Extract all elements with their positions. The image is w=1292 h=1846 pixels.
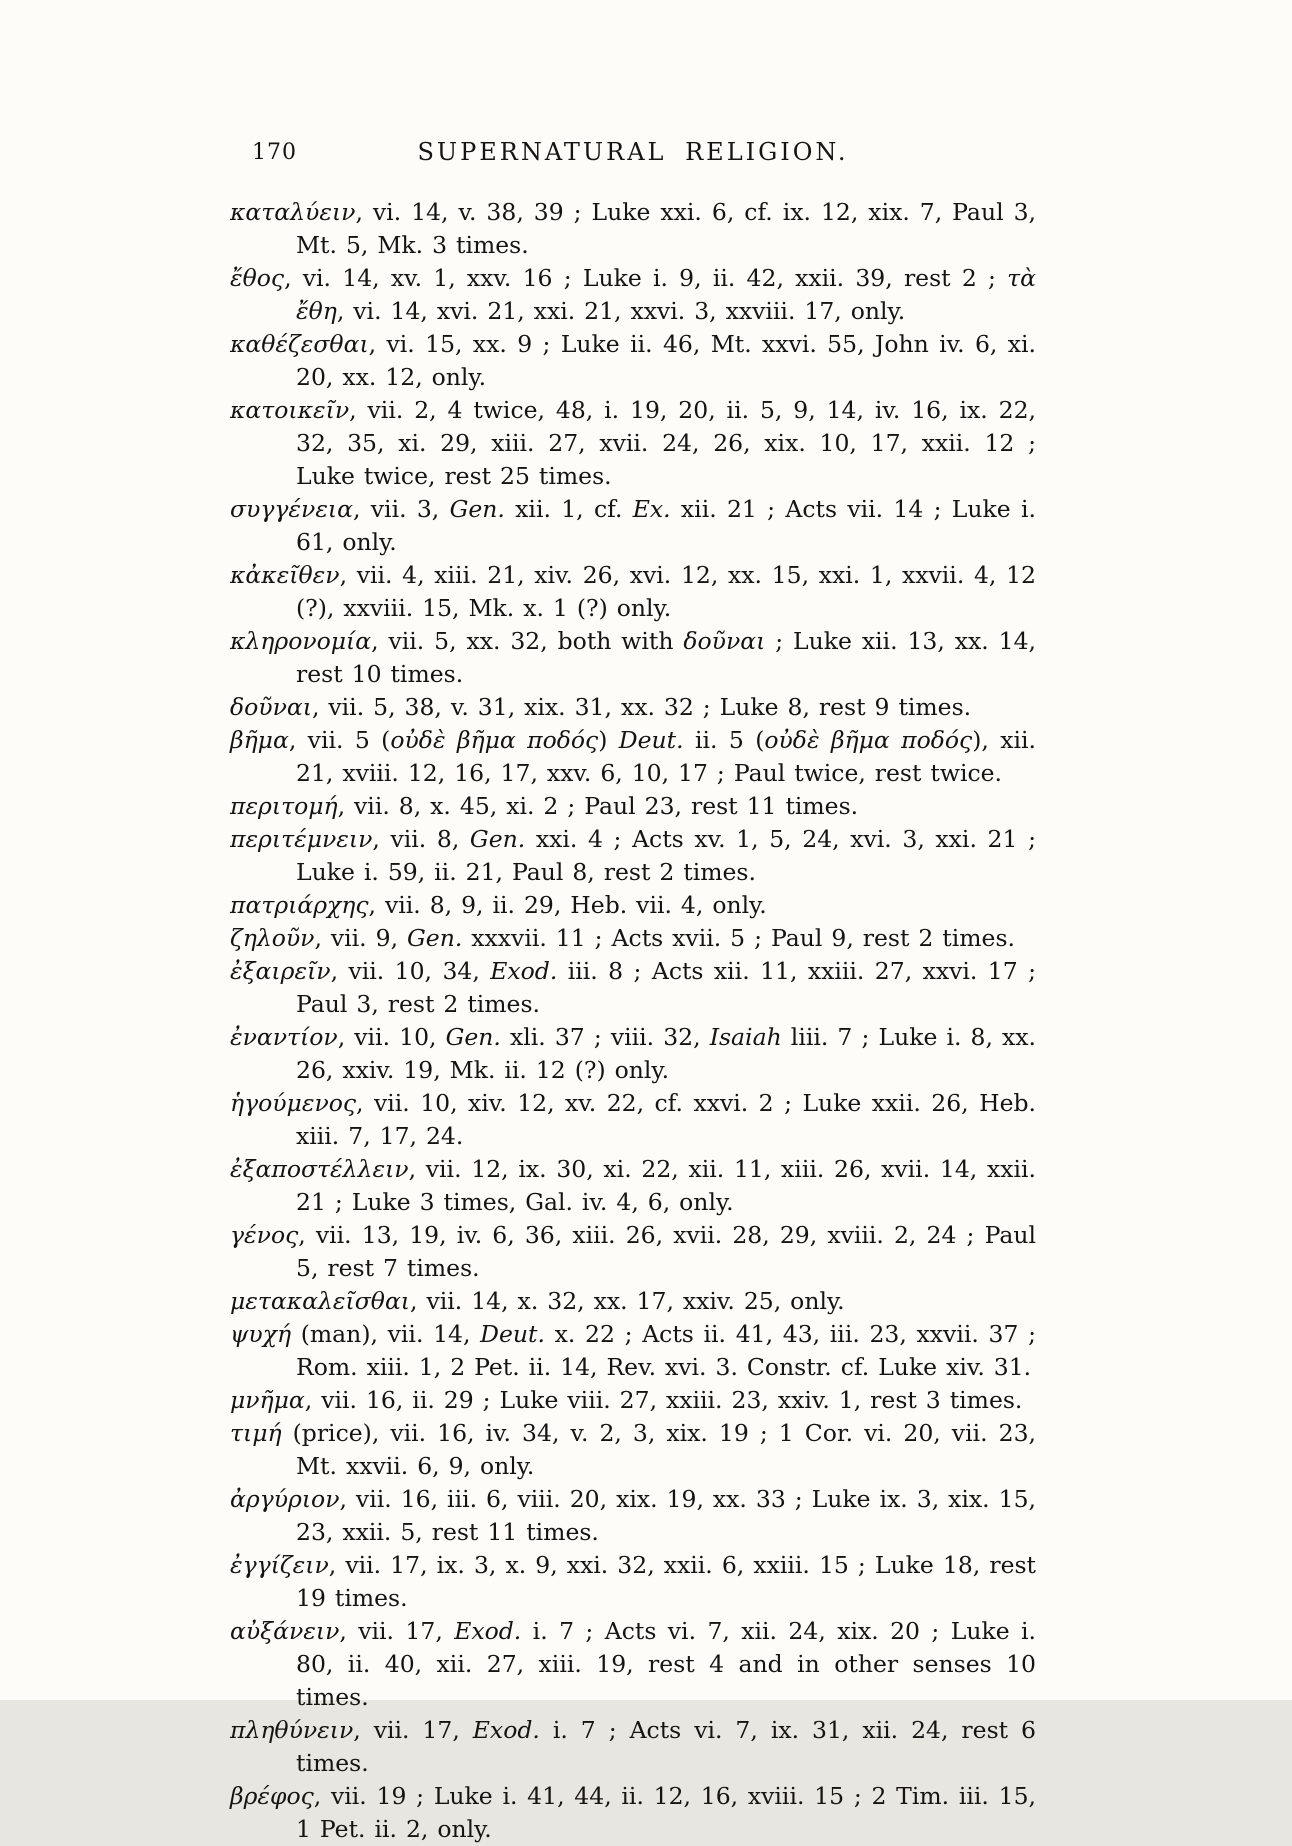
reference-text: x. 22 ; Acts ii. 41, 43, iii. 23, xxvii. 37 ; Rom. xiii. 1, 2 Pet. ii. 14, Rev. xvi. 3. Constr. cf. Luke xiv. 31. [296,1320,1036,1381]
italic-term: γένος [230,1221,299,1249]
reference-text: ), xii. 21, xviii. 12, 16, 17, xxv. 6, 10, 17 ; Paul twice, rest twice. [296,726,1037,787]
reference-text: , vii. 5, xx. 32, both with [371,627,684,655]
index-entry [230,1153,1036,1219]
entry-list [230,196,1036,1846]
reference-text: , vii. 10, 34, [330,957,491,985]
reference-text: , vii. 8, [372,825,470,853]
reference-text: , vii. 5 ( [288,726,391,754]
italic-term: κατοικεῖν [230,396,350,424]
reference-text: ) [598,726,619,754]
reference-text: , vii. 4, xiii. 21, xiv. 26, xvi. 12, xx. 15, xxi. 1, xxvii. 4, 12 (?), xxviii. 15, Mk. x. 1 (?) only. [296,561,1036,622]
reference-text: , vi. 14, xv. 1, xxv. 16 ; Luke i. 9, ii. 42, xxii. 39, rest 2 ; [284,264,1008,292]
running-title: SUPERNATURAL RELIGION. [417,138,849,166]
italic-term: Exod. [454,1617,522,1645]
reference-text: iii. 8 ; Acts xii. 11, xxiii. 27, xxvi. 17 ; Paul 3, rest 2 times. [296,957,1036,1018]
italic-term: Isaiah [709,1023,782,1051]
reference-text: , vii. 16, iii. 6, viii. 20, xix. 19, xx. 33 ; Luke ix. 3, xix. 15, 23, xxii. 5, rest 11 times. [296,1485,1036,1546]
italic-term: κἀκεῖθεν [230,561,340,589]
index-entry [230,889,1036,922]
reference-text: , vii. 17, [339,1617,455,1645]
index-entry [230,922,1036,955]
reference-text: , vii. 2, 4 twice, 48, i. 19, 20, ii. 5, 9, 14, iv. 16, ix. 22, 32, 35, xi. 29, xiii. 27, xvii. 24, 26, xix. 10, 17, xxii. 12 ; Luke twice, rest 25 times. [296,396,1036,490]
italic-term: αὐξάνειν [230,1617,340,1645]
italic-term: ἐγγίζειν [230,1551,329,1579]
reference-text: i. 7 ; Acts vi. 7, ix. 31, xii. 24, rest 6 times. [296,1716,1036,1777]
italic-term: Gen. [469,825,526,853]
page-header [230,138,1036,172]
italic-term: περιτέμνειν [230,825,373,853]
italic-term: Exod. [490,957,558,985]
reference-text: , vii. 19 ; Luke i. 41, 44, ii. 12, 16, xviii. 15 ; 2 Tim. iii. 15, 1 Pet. ii. 2, only. [296,1782,1036,1843]
index-entry [230,790,1036,823]
reference-text: , vii. 16, ii. 29 ; Luke viii. 27, xxiii. 23, xxiv. 1, rest 3 times. [304,1386,1023,1414]
index-entry [230,625,1036,691]
reference-text: i. 7 ; Acts vi. 7, xii. 24, xix. 20 ; Luke i. 80, ii. 40, xii. 27, xiii. 19, rest 4 and in other senses 10 times. [296,1617,1036,1711]
index-entry [230,1021,1036,1087]
reference-text: , vii. 10, xiv. 12, xv. 22, cf. xxvi. 2 ; Luke xxii. 26, Heb. xiii. 7, 17, 24. [296,1089,1036,1150]
index-entry [230,1285,1036,1318]
italic-term: κληρονομία [230,627,372,655]
reference-text: xii. 21 ; Acts vii. 14 ; Luke i. 61, only. [296,495,1036,556]
italic-term: μνῆμα [230,1386,305,1414]
italic-term: ζηλοῦν [230,924,315,952]
index-entry [230,1714,1036,1780]
reference-text: (man), vii. 14, [291,1320,481,1348]
index-entry [230,1549,1036,1615]
italic-term: βρέφος [230,1782,314,1810]
italic-term: ἐξαιρεῖν [230,957,331,985]
reference-text: , vii. 8, x. 45, xi. 2 ; Paul 23, rest 11 times. [337,792,859,820]
reference-text: , vii. 5, 38, v. 31, xix. 31, xx. 32 ; Luke 8, rest 9 times. [311,693,972,721]
italic-term: περιτομή [230,792,338,820]
italic-term: πληθύνειν [230,1716,354,1744]
italic-term: τὰ ἔθη [296,264,1036,325]
italic-term: οὐδὲ βῆμα ποδός [764,726,973,754]
italic-term: οὐδὲ βῆμα ποδός [390,726,599,754]
page-number: 170 [252,140,297,165]
index-entry [230,493,1036,559]
reference-text: xxxvii. 11 ; Acts xvii. 5 ; Paul 9, rest 2 times. [462,924,1015,952]
italic-term: δοῦναι [683,627,766,655]
italic-term: ἀργύριον [230,1485,340,1513]
index-entry [230,1384,1036,1417]
reference-text: xii. 1, cf. [504,495,633,523]
italic-term: πατριάρχης [230,891,369,919]
italic-term: Exod. [472,1716,540,1744]
reference-text: ; Luke xii. 13, xx. 14, rest 10 times. [296,627,1036,688]
italic-term: συγγένεια [230,495,354,523]
index-entry [230,394,1036,493]
reference-text: (price), vii. 16, iv. 34, v. 2, 3, xix. 19 ; 1 Cor. vi. 20, vii. 23, Mt. xxvii. 6, 9, only. [281,1419,1036,1480]
italic-term: ψυχή [230,1320,292,1348]
italic-term: ἡγούμενος [230,1089,357,1117]
italic-term: Gen. [449,495,505,523]
reference-text: , vii. 8, 9, ii. 29, Heb. vii. 4, only. [368,891,767,919]
italic-term: Gen. [407,924,463,952]
index-entry [230,1615,1036,1714]
index-entry [230,823,1036,889]
italic-term: ἔθος [230,264,285,292]
reference-text: , vi. 14, v. 38, 39 ; Luke xxi. 6, cf. ix. 12, xix. 7, Paul 3, Mt. 5, Mk. 3 times. [296,198,1036,259]
index-entry [230,724,1036,790]
reference-text: , vii. 14, x. 32, xx. 17, xxiv. 25, only. [410,1287,845,1315]
index-entry [230,328,1036,394]
reference-text: , vii. 10, [337,1023,446,1051]
reference-text: , vii. 17, [353,1716,473,1744]
italic-term: βῆμα [230,726,289,754]
italic-term: Gen. [445,1023,501,1051]
reference-text: , vi. 14, xvi. 21, xxi. 21, xxvi. 3, xxviii. 17, only. [336,297,906,325]
reference-text: , vi. 15, xx. 9 ; Luke ii. 46, Mt. xxvi. 55, John iv. 6, xi. 20, xx. 12, only. [296,330,1036,391]
index-entry [230,955,1036,1021]
index-entry [230,196,1036,262]
italic-term: Deut. [480,1320,545,1348]
italic-term: καταλύειν [230,198,356,226]
reference-text: , vii. 9, [314,924,408,952]
italic-term: δοῦναι [230,693,312,721]
reference-text: , vii. 3, [353,495,450,523]
index-entry [230,262,1036,328]
italic-term: ἐναντίον [230,1023,338,1051]
italic-term: καθέζεσθαι [230,330,369,358]
reference-text: , vii. 13, 19, iv. 6, 36, xiii. 26, xvii. 28, 29, xviii. 2, 24 ; Paul 5, rest 7 times. [296,1221,1036,1282]
reference-text: , vii. 12, ix. 30, xi. 22, xii. 11, xiii. 26, xvii. 14, xxii. 21 ; Luke 3 times, Gal. iv. 4, 6, only. [296,1155,1036,1216]
italic-term: Ex. [632,495,671,523]
index-entry [230,691,1036,724]
reference-text: xxi. 4 ; Acts xv. 1, 5, 24, xvi. 3, xxi. 21 ; Luke i. 59, ii. 21, Paul 8, rest 2 times. [296,825,1036,886]
italic-term: ἐξαποστέλλειν [230,1155,409,1183]
italic-term: τιμή [230,1419,282,1447]
reference-text: liii. 7 ; Luke i. 8, xx. 26, xxiv. 19, Mk. ii. 12 (?) only. [296,1023,1037,1084]
index-entry [230,1219,1036,1285]
italic-term: μετακαλεῖσθαι [230,1287,411,1315]
reference-text: xli. 37 ; viii. 32, [500,1023,710,1051]
index-entry [230,1087,1036,1153]
index-entry [230,1318,1036,1384]
italic-term: Deut. [618,726,684,754]
index-entry [230,559,1036,625]
reference-text: ii. 5 ( [683,726,765,754]
reference-text: , vii. 17, ix. 3, x. 9, xxi. 32, xxii. 6, xxiii. 15 ; Luke 18, rest 19 times. [296,1551,1036,1612]
index-entry [230,1483,1036,1549]
index-entry [230,1417,1036,1483]
index-entry [230,1780,1036,1846]
